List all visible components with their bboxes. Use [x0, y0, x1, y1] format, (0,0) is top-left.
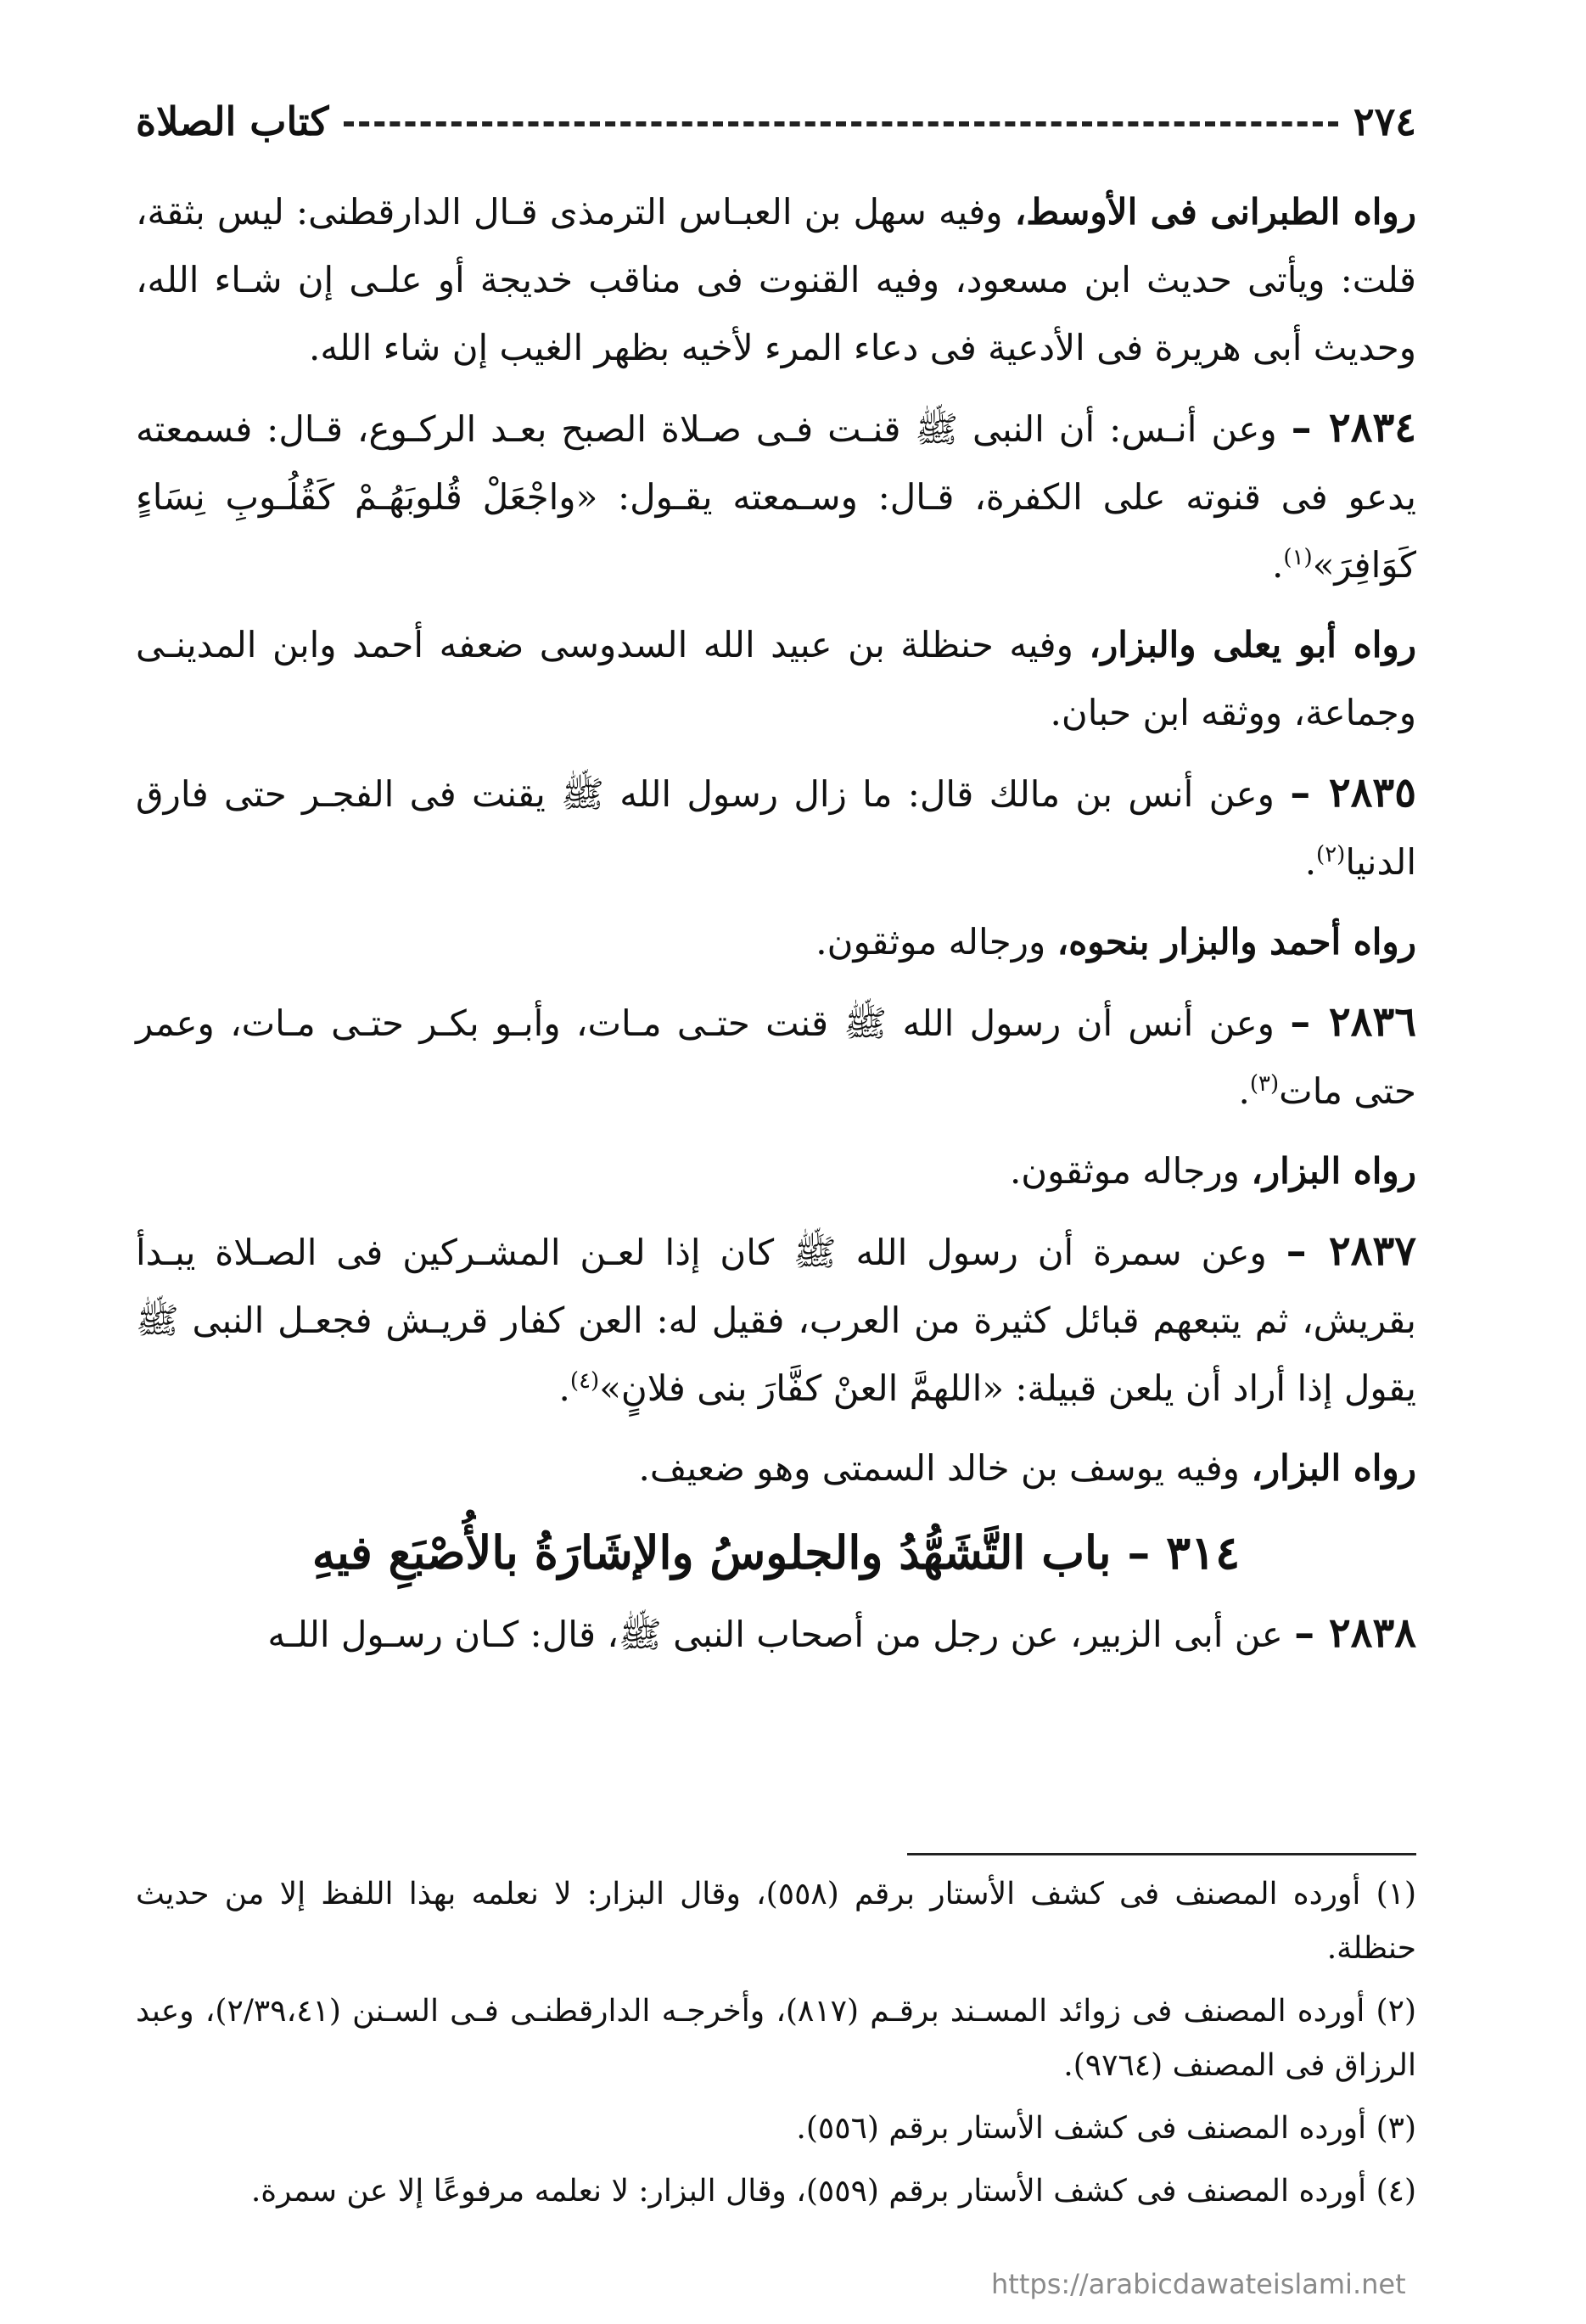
source-citation: رواه الطبرانى فى الأوسط، [1014, 191, 1416, 233]
header-divider [344, 121, 1338, 126]
period: . [1272, 544, 1284, 586]
hadith-2837 [136, 1217, 1416, 1423]
paragraph-1 [136, 178, 1416, 382]
footnote-ref: (٢) [1316, 842, 1346, 867]
hadith-number: ٢٨٣٤ – [1291, 404, 1417, 452]
footnotes [136, 1867, 1416, 2227]
hadith-text: وعن سمرة أن رسول الله ﷺ كان إذا لعـن المشـركين فى الصـلاة يبـدأ بقريش، ثم يتبعهم قبائل كثيرة من العرب، فقيل له: العن كفار قريـش فجعـل النبى ﷺ يقول إذا أراد أن يلعن قبيلة: «اللهمَّ العنْ كفَّارَ بنى فلانٍ» [136, 1232, 1416, 1409]
source-citation: رواه البزار، [1251, 1150, 1416, 1192]
paragraph-5 [136, 1434, 1416, 1502]
footnote-2: (٢) أورده المصنف فى زوائد المسـند برقـم (٨١٧)، وأخرجـه الدارقطنـى فـى السـنن (٢/٣٩،٤١)، وعبد الرزاق فى المصنف (٩٧٦٤). [136, 1994, 1416, 2083]
running-header [136, 92, 1416, 151]
hadith-2835 [136, 759, 1416, 896]
footnote-3: (٣) أورده المصنف فى كشف الأستار برقم (٥٥٦). [796, 2111, 1416, 2146]
chapter-heading: ٣١٤ – باب التَّشَهُّدُ والجلوسُ والإشَارَةُ بالأُصْبَعِ فيهِ [311, 1525, 1241, 1580]
source-citation: رواه أبو يعلى والبزار، [1089, 624, 1417, 665]
hadith-2834 [136, 394, 1416, 599]
footnote-ref: (٤) [569, 1368, 600, 1394]
hadith-2836 [136, 988, 1416, 1126]
paragraph-text: وفيه حنظلة بن عبيد الله السدوسى ضعفه أحمد وابن المدينـى وجماعة، ووثقه ابن حبان. [136, 624, 1416, 733]
hadith-text: وعن أنـس: أن النبى ﷺ قنـت فـى صـلاة الصبح بعـد الركـوع، قـال: فسمعته يدعو فى قنوته على الكفرة، قـال: وسـمعته يقـول: «واجْعَلْ قُلوبَهُـمْ كَقُلُـوبِ نِسَاءٍ كَوَافِرَ» [136, 408, 1416, 586]
hadith-number: ٢٨٣٨ – [1294, 1609, 1416, 1657]
hadith-number: ٢٨٣٦ – [1290, 998, 1416, 1046]
period: . [1238, 1070, 1250, 1112]
paragraph-text: ورجاله موثقون. [1009, 1150, 1252, 1192]
source-citation: رواه أحمد والبزار بنحوه، [1056, 921, 1416, 963]
footnote-ref: (١) [1283, 545, 1313, 570]
source-citation: رواه البزار، [1251, 1447, 1416, 1489]
main-text [136, 178, 1416, 1681]
paragraph-text: وفيه سهل بن العبـاس الترمذى قـال الدارقطنى: ليس بثقة، قلت: ويأتى حديث ابن مسعود، وفيه القنوت فى مناقب خديجة أو علـى إن شـاء الله، وحديث أبى هريرة فى الأدعية فى دعاء المرء لأخيه بظهر الغيب إن شاء الله. [136, 191, 1416, 368]
page-number: ٢٧٤ [1353, 98, 1416, 144]
paragraph-4 [136, 1137, 1416, 1205]
footnote-1: (١) أورده المصنف فى كشف الأستار برقم (٥٥٨)، وقال البزار: لا نعلمه بهذا اللفظ إلا من حديث حنظلة. [136, 1877, 1417, 1966]
book-title: كتاب الصلاة [136, 98, 329, 144]
paragraph-text: وفيه يوسف بن خالد السمتى وهو ضعيف. [638, 1447, 1252, 1489]
hadith-text: وعن أنس بن مالك قال: ما زال رسول الله ﷺ يقنت فى الفجـر حتى فارق الدنيا [136, 773, 1416, 883]
period: . [558, 1367, 570, 1409]
hadith-text: وعن أنس أن رسول الله ﷺ قنت حتـى مـات، وأبـو بكـر حتـى مـات، وعمر حتى مات [136, 1002, 1416, 1112]
footnote-4: (٤) أورده المصنف فى كشف الأستار برقم (٥٥٩)، وقال البزار: لا نعلمه مرفوعًا إلا عن سمرة. [250, 2174, 1416, 2209]
watermark-url: https://arabicdawateislami.net [991, 2268, 1406, 2300]
period: . [1304, 841, 1317, 883]
paragraph-text: ورجاله موثقون. [815, 921, 1057, 963]
hadith-number: ٢٨٣٥ – [1290, 769, 1416, 817]
hadith-2838 [136, 1599, 1416, 1669]
hadith-number: ٢٨٣٧ – [1286, 1227, 1416, 1275]
footnote-separator [907, 1853, 1416, 1855]
paragraph-3 [136, 908, 1416, 976]
hadith-text: عن أبى الزبير، عن رجل من أصحاب النبى ﷺ، قال: كـان رسـول اللـه [267, 1614, 1295, 1655]
footnote-ref: (٣) [1249, 1071, 1280, 1097]
paragraph-2 [136, 611, 1416, 747]
